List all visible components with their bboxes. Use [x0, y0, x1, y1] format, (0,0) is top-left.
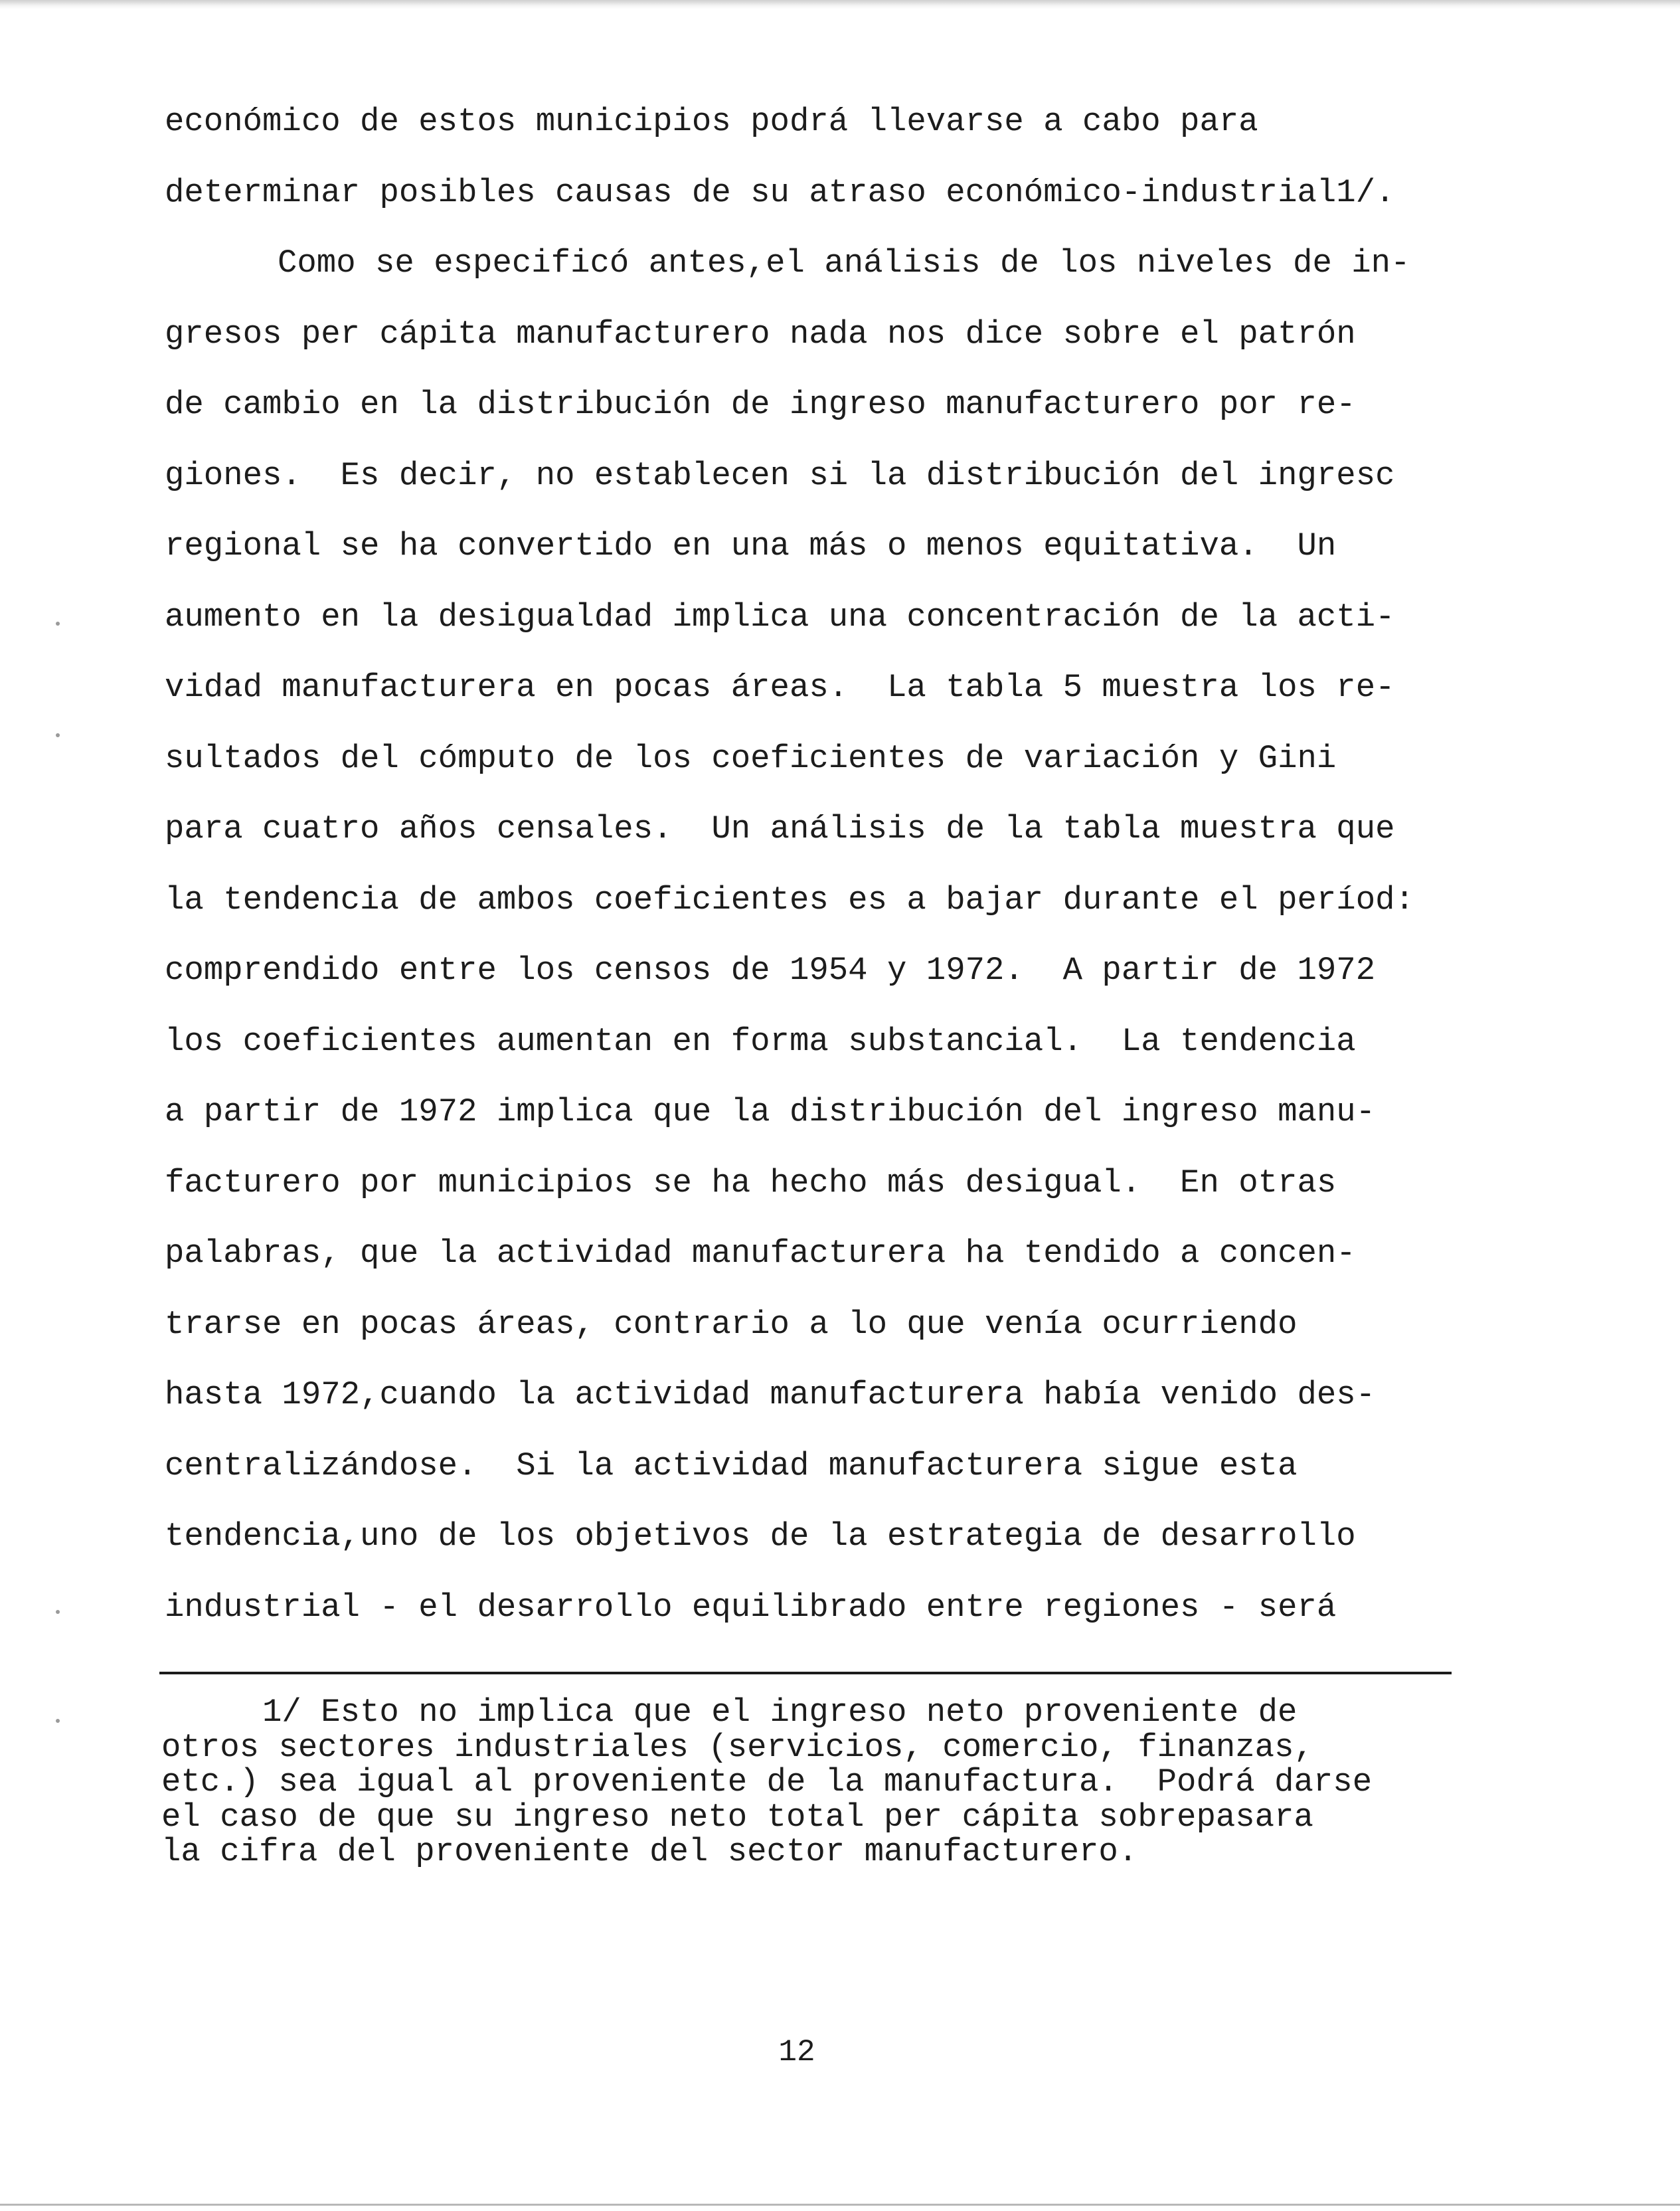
footnote-line: 1/ Esto no implica que el ingreso neto proveniente de [262, 1694, 1298, 1731]
footnote-line: el caso de que su ingreso neto total per cápita sobrepasara [161, 1798, 1313, 1836]
body-paragraph [165, 86, 1566, 1642]
text-line: tendencia,uno de los objetivos de la estrategia de desarrollo [165, 1518, 1356, 1555]
page-number: 12 [778, 2035, 815, 2070]
text-line: de cambio en la distribución de ingreso manufacturero por re- [165, 386, 1356, 423]
text-line: económico de estos municipios podrá llevarse a cabo para [165, 103, 1258, 140]
page-bottom-edge [0, 2204, 1680, 2206]
scan-speck [56, 622, 60, 626]
text-line: hasta 1972,cuando la actividad manufacturera había venido des- [165, 1376, 1376, 1413]
text-line: trarse en pocas áreas, contrario a lo que venía ocurriendo [165, 1305, 1298, 1343]
scan-speck [56, 1719, 60, 1723]
page-top-edge [0, 0, 1680, 9]
footnote-line: la cifra del proveniente del sector manufacturero. [161, 1833, 1138, 1870]
text-line: sultados del cómputo de los coeficientes de variación y Gini [165, 739, 1337, 777]
text-line: industrial - el desarrollo equilibrado entre regiones - será [165, 1588, 1337, 1626]
text-line: facturero por municipios se ha hecho más desigual. En otras [165, 1164, 1337, 1201]
text-line: para cuatro años censales. Un análisis de la tabla muestra que [165, 810, 1395, 847]
footnote-line: etc.) sea igual al proveniente de la manufactura. Podrá darse [161, 1763, 1373, 1801]
text-line: a partir de 1972 implica que la distribución del ingreso manu- [165, 1093, 1376, 1130]
text-line: comprendido entre los censos de 1954 y 1972. A partir de 1972 [165, 952, 1376, 989]
text-line: aumento en la desigualdad implica una concentración de la acti- [165, 598, 1395, 636]
text-line: centralizándose. Si la actividad manufacturera sigue esta [165, 1447, 1298, 1484]
scan-speck [56, 1610, 60, 1614]
text-line: giones. Es decir, no establecen si la distribución del ingresc [165, 456, 1395, 494]
text-line: determinar posibles causas de su atraso económico-industrial1/. [165, 173, 1395, 211]
text-line: Como se especificó antes,el análisis de los niveles de in- [278, 244, 1410, 282]
footnote [161, 1695, 1556, 1870]
footnote-line: otros sectores industriales (servicios, comercio, finanzas, [161, 1728, 1313, 1766]
text-line: los coeficientes aumentan en forma substancial. La tendencia [165, 1022, 1356, 1060]
text-line: regional se ha convertido en una más o menos equitativa. Un [165, 527, 1337, 565]
footnote-divider [159, 1672, 1452, 1674]
scan-speck [56, 733, 60, 737]
text-line: gresos per cápita manufacturero nada nos dice sobre el patrón [165, 315, 1356, 353]
text-line: palabras, que la actividad manufacturera ha tendido a concen- [165, 1235, 1356, 1272]
text-line: la tendencia de ambos coeficientes es a bajar durante el períod: [165, 881, 1414, 919]
text-line: vidad manufacturera en pocas áreas. La tabla 5 muestra los re- [165, 669, 1395, 706]
